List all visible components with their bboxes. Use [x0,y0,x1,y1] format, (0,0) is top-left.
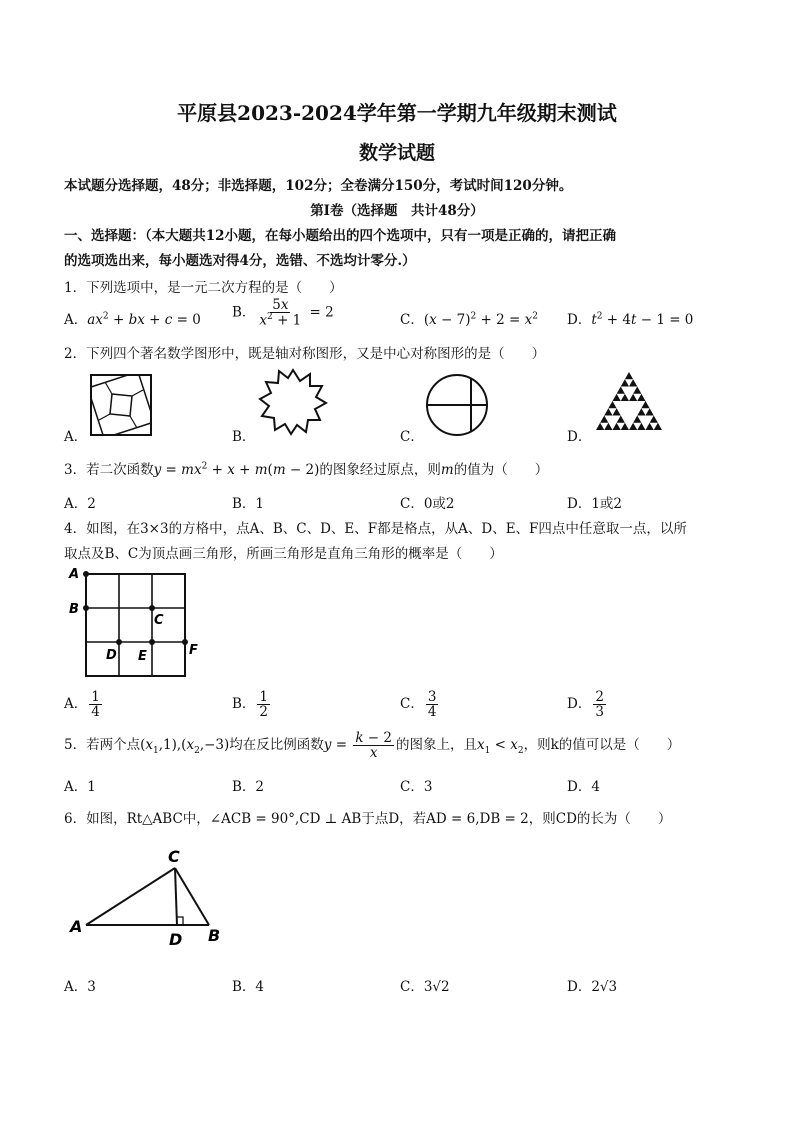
q3-option-d: D．1或2 [567,496,623,512]
q6-label-c: C [168,847,180,866]
exam-title: 平原县2023-2024学年第一学期九年级期末测试 [177,101,617,125]
q6-label-a: A [70,917,83,936]
exam-subtitle: 数学试题 [358,142,435,164]
q4-option-c: C． $\frac{3}{4}$ [400,689,437,721]
q6-option-a: A．3 [64,979,96,995]
section-instructions-1: 一、选择题：（本大题共12小题，在每小题给出的四个选项中，只有一项是正确的，请把正确 [64,228,617,244]
q1-option-d: D．$t^2 + 4t - 1 = 0$ [567,311,694,328]
q5-option-b: B．2 [232,779,265,795]
q1-option-a: A．$ax^2$ + bx + c = 0 [64,311,201,328]
q4-grid-figure [64,562,204,684]
q3-option-c: C．0或2 [400,496,455,512]
q4-label-d: D [106,648,117,663]
q4-label-a: A [69,567,80,582]
exam-intro: 本试题分选择题，48分；非选择题，102分；全卷满分150分，考试时间120分钟。 [64,178,573,194]
q3-stem: 3．若二次函数$y = mx^2 + x + m(m - 2)$的图象经过原点，则m的值为（ ） [64,461,549,478]
q5-option-d: D．4 [567,779,600,795]
q2-option-c: C． [400,429,424,445]
section-instructions-2: 的选项选出来，每小题选对得4分，选错、不选均计零分.） [64,253,416,269]
q4-option-b: B． $\frac{1}{2}$ [232,689,269,721]
q1-option-b: B． $\frac{5x}{x^2 + 1}$ = 2 [232,297,334,329]
q2-option-d: D． [567,429,592,445]
q4-label-b: B [69,602,79,617]
part-heading: 第Ⅰ卷（选择题 共计48分） [310,203,484,219]
q6-label-b: B [208,926,221,945]
q4-label-c: C [154,613,164,628]
q3-option-b: B．1 [232,496,265,512]
q6-stem: 6．如图，Rt△ABC中，∠ACB = 90°,CD ⊥ AB于点D，若AD = 6,DB = 2，则CD的长为（ ） [64,811,672,827]
q6-option-b: B．4 [232,979,265,995]
q6-triangle-figure [64,842,234,952]
q2-figure-d [596,370,666,434]
q3-option-a: A．2 [64,496,96,512]
q6-option-c: C．3√2 [400,979,450,995]
q2-stem: 2．下列四个著名数学图形中，既是轴对称图形，又是中心对称图形的是（ ） [64,346,546,362]
q5-option-a: A．1 [64,779,96,795]
q4-option-a: A． $\frac{1}{4}$ [64,689,100,721]
q2-figure-a [88,372,158,438]
q4-stem-line2: 取点及B、C为顶点画三角形，所画三角形是直角三角形的概率是（ ） [64,546,503,562]
q5-stem: 5．若两个点$(x_1,1),(x_2,-3)$均在反比例函数y = $\frac{k - 2}{x}$ 的图象上，且$x_1 < x_2$，则k的值可以是（ ） [64,730,681,762]
q6-label-d: D [169,930,183,949]
q6-option-d: D．2√3 [567,979,618,995]
q2-option-a: A． [64,429,88,445]
q4-stem-line1: 4．如图，在3×3的方格中，点A、B、C、D、E、F都是格点，从A、D、E、F四点中任意取一点，以所 [64,521,687,537]
q1-stem: 1．下列选项中，是一元二次方程的是（ ） [64,280,343,296]
q4-option-d: D． $\frac{2}{3}$ [567,689,604,721]
q5-option-c: C．3 [400,779,433,795]
q4-label-e: E [138,649,147,664]
q2-figure-b [258,366,328,436]
q2-figure-c [424,372,492,440]
q4-label-f: F [189,643,198,658]
q2-option-b: B． [232,429,256,445]
q1-option-c: C．$(x - 7)^2 + 2 = x^2$ [400,311,538,328]
